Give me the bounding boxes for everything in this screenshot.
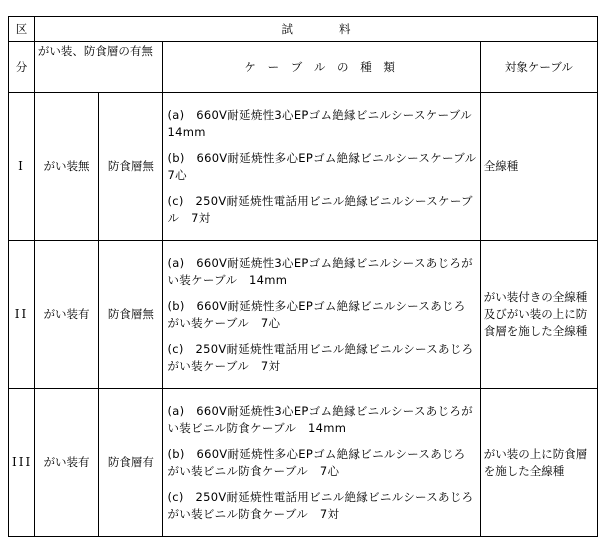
cable-item-b: (b) 660V耐延焼性多心EPゴム絶縁ビニルシースあじろがい装ケーブル 7心 — [167, 298, 466, 330]
cable-item-c: (c) 250V耐延焼性電話用ビニル絶縁ビニルシースあじろがい装ケーブル 7対 — [167, 341, 474, 373]
header-kubun-top: 区 — [9, 17, 35, 42]
row-kubun: I — [9, 93, 35, 241]
cable-item-a: (a) 660V耐延焼性3心EPゴム絶縁ビニルシースあじろがい装ビニル防食ケーブル 14mm — [167, 403, 473, 435]
header-shiryou: 試 料 — [34, 17, 597, 42]
table-row — [9, 389, 598, 537]
cable-item-c: (c) 250V耐延焼性電話用ビニル絶縁ビニルシースあじろがい装ビニル防食ケーブル 7対 — [167, 489, 474, 521]
cable-item-c: (c) 250V耐延焼性電話用ビニル絶縁ビニルシースケーブル 7対 — [167, 193, 473, 225]
header-row-2 — [9, 42, 598, 93]
row-kubun: III — [9, 389, 35, 537]
table-row — [9, 241, 598, 389]
cable-item-b: (b) 660V耐延焼性多心EPゴム絶縁ビニルシースケーブル 7心 — [167, 150, 489, 182]
row-cables — [163, 93, 489, 241]
cable-specimen-table — [8, 16, 598, 537]
row-boushoku: 防食層有 — [99, 389, 163, 537]
header-kubun-bottom: 分 — [9, 42, 35, 93]
row-cables — [163, 389, 480, 537]
header-row-1 — [9, 17, 598, 42]
row-cables — [163, 241, 480, 389]
row-gaisou: がい装無 — [34, 93, 98, 241]
header-gaisou-boushoku: がい装、防食層の有無 — [34, 42, 163, 93]
header-target-cable: 対象ケーブル — [480, 42, 597, 93]
row-gaisou: がい装有 — [34, 389, 98, 537]
row-target: がい装の上に防食層を施した全線種 — [480, 389, 597, 537]
cable-item-b: (b) 660V耐延焼性多心EPゴム絶縁ビニルシースあじろがい装ビニル防食ケーブル 7心 — [167, 446, 466, 478]
row-boushoku: 防食層無 — [99, 93, 163, 241]
row-target: がい装付きの全線種及びがい装の上に防食層を施した全線種 — [480, 241, 597, 389]
cable-item-a: (a) 660V耐延焼性3心EPゴム絶縁ビニルシースケーブル 14mm — [167, 107, 484, 139]
row-boushoku: 防食層無 — [99, 241, 163, 389]
table-row — [9, 93, 598, 241]
row-gaisou: がい装有 — [34, 241, 98, 389]
cable-item-a: (a) 660V耐延焼性3心EPゴム絶縁ビニルシースあじろがい装ケーブル 14mm — [167, 255, 473, 287]
header-cable-type: ケ ー ブ ル の 種 類 — [163, 42, 480, 93]
row-kubun: II — [9, 241, 35, 389]
row-target: 全線種 — [480, 93, 597, 241]
